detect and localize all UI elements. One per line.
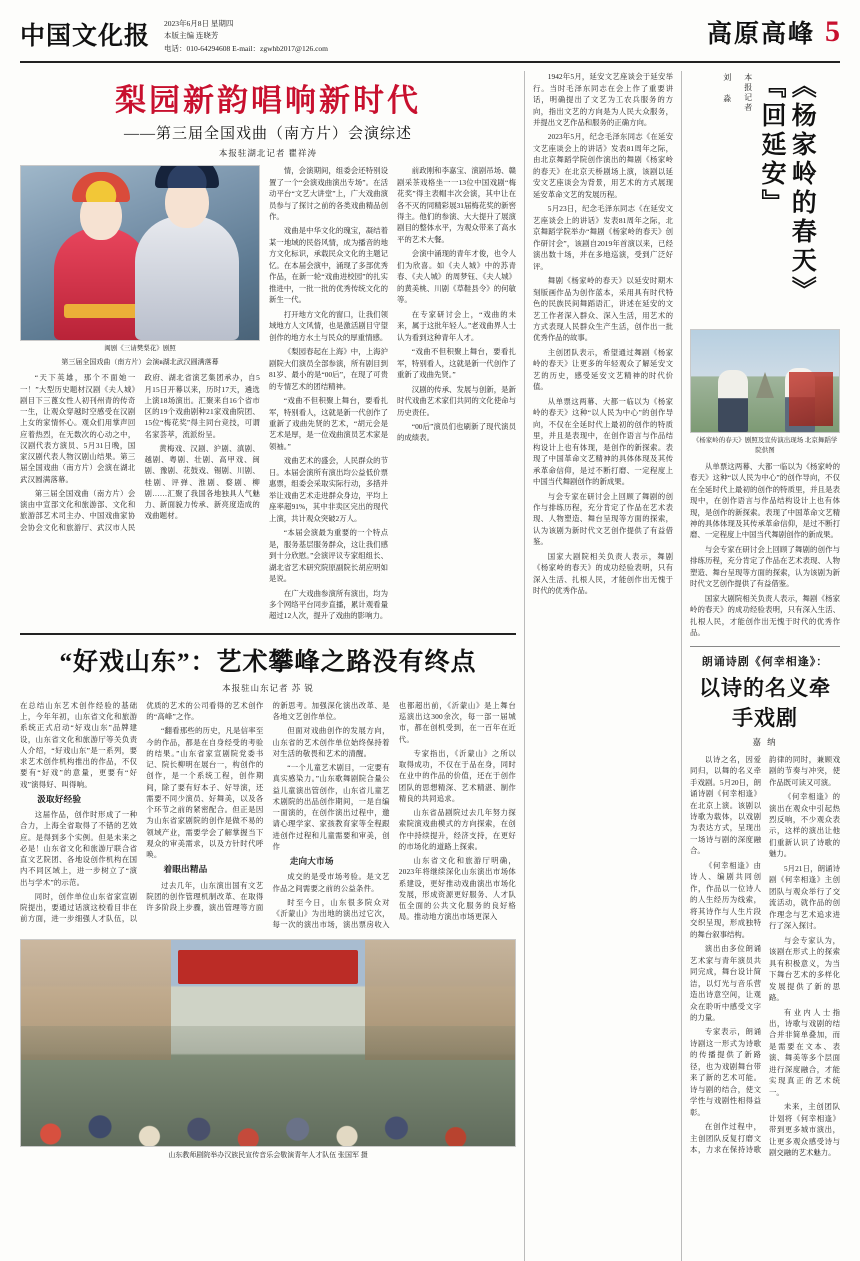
paragraph: 《何幸相逢》的演出在观众中引起热烈反响，不少观众表示，这样的演出让他们重新认识了诗歌的魅力。 — [769, 792, 840, 859]
paragraph: 未来，主创团队计划将《何幸相逢》带到更多城市演出，让更多观众感受诗与剧交融的艺术魅力。 — [769, 1102, 840, 1158]
paragraph: 与会专家在研讨会上回顾了舞剧的创作与排练历程，充分肯定了作品在艺术表现、人物塑造、舞台呈现等方面的探索，认为该剧为新时代文艺创作提供了有益借鉴。 — [690, 544, 840, 589]
article3-photo-caption: 《杨家岭的春天》剧照及宣传演出现场 北京舞蹈学院供图 — [692, 437, 838, 454]
article1-photo-caption: 第三届全国戏曲（南方片）会演в湖北武汉圆满落幕 — [61, 357, 219, 366]
paragraph: 第三届全国戏曲（南方片）会演由中宣部文化和旅游部、文化和旅游部艺术司主办、中国戏曲家协会协会文化和旅游厅、武汉市人民政府、湖北省演艺集团承办，自5月15日开幕以来，历时17天，遴选上演18场演出。汇聚来自16个省市区的19个戏曲剧种21家戏曲院团、15位“梅花奖”得主同台竞技，可谓名家荟萃，流派纷呈。 — [20, 373, 260, 532]
paragraph: 戏曲是中华文化的瑰宝，凝结着某一地域的民俗风情，成为播音的地方文化标识，承载民众文化的主题记忆。在本届会演中，涌现了多部优秀作品，在新一轮“戏曲进校园”的扎实推进中，一批一批的优秀传统文化的新生一代。 — [268, 226, 388, 305]
masthead-right — [707, 14, 840, 50]
paragraph: 专家表示，朗诵诗剧这一形式为诗歌的传播提供了新路径，也为戏剧舞台带来了新的艺术可能。诗与剧的结合，使文学性与戏剧性相得益彰。 — [690, 1027, 762, 1117]
article2-subhead-1: 汲取好经验 — [37, 793, 82, 804]
contact-line: 电话：010-64294608 E-mail：zgwhb2017@126.com — [164, 43, 328, 53]
paragraph: 以诗之名，因爱同归，以舞的名义牵手戏剧。5月20日，朗诵诗剧《何幸相逢》在北京上演。该剧以诗歌为载体，以戏剧为表达方式，呈现出一场诗与剧的深度融合。 — [690, 754, 762, 856]
page-number: 5 — [825, 15, 840, 48]
masthead-meta — [164, 14, 328, 55]
paragraph: 会演中涌现的青年才俊，也令人们为欣喜。如《夫人城》中的苏青春、《夫人城》的周梦钰、《夫人城》的黄美桃、川剧《草鞋县令》的何敏等。 — [397, 249, 517, 305]
paragraph: 但面对戏曲创作的发展方向，山东省的艺术创作单位始终保持着对生活的敬畏和艺术的清醒。 — [272, 726, 390, 758]
article4-headline: 以诗的名义牵手戏剧 — [699, 675, 832, 730]
right-column — [681, 71, 840, 1261]
article-opera-festival — [20, 75, 516, 625]
paragraph: 从单票这两幕、大都一临以为《杨家岭的春天》这种“以人民为中心”的创作导向，不仅在全延时代上最初的创作的特质里，并且是表现中，在创作语言与作品结构设计上也有体现，是创作的新探索。表现了中国革命文艺精神的具体体现及其传承革命信仰，是过不断打磨、一定程度上中国当代舞剧创作的新成果。 — [690, 461, 840, 540]
article3-headline-line1: 《杨家岭的春天》 — [788, 73, 816, 306]
article3-photo — [690, 329, 840, 433]
article1-text-mid — [269, 165, 388, 625]
article4-kicker: 朗诵诗剧《何幸相逢》： — [701, 655, 829, 668]
publication-logo: 中国文化报 — [20, 23, 151, 50]
section-title: 高原高峰 — [706, 21, 815, 48]
middle-column — [524, 71, 681, 1261]
paragraph: 这届作品，创作时形成了一种合力，上海全省取得了不错的艺效应。是得到多个实例。但是未来之必是！山东省文化和旅游厅联合省直文艺院团、各地设创作机构在国内不同区域上，进一步树立了“演出与学术”的示范。 — [20, 810, 138, 887]
paragraph: 1942年5月，延安文艺座谈会于延安举行。当时毛泽东同志在会上作了重要讲话，明确提出了文艺为工农兵服务的方向，指出文艺的方向是为人民大众服务，并提出文艺作品和服务的正确方向。 — [533, 72, 674, 127]
stage-banner — [178, 950, 358, 984]
paragraph: 同时，创作单位山东省家宣剧院提出，要通过话演这校看目非在前方面，进一步细强人才队伍，以优质的艺术的公司看得的艺术创作的“高峰”之作。 — [20, 700, 264, 924]
article2-photo — [20, 939, 516, 1147]
paragraph: 在广大戏曲参演所有演出，均为多个网络平台同步直播，累计观看量超过12人次，提升了戏曲的影响力。 — [268, 588, 388, 621]
paragraph: 舞剧《杨家岭的春天》以延安时期木刻版画作品为创作蓝本，采用具有时代特色的民族民间舞蹈语汇，讲述在延安的文艺工作者深入群众、深入生活，用艺术的方式表现人民群众生产生活，创作出一批优秀作品的故事。 — [533, 276, 674, 343]
paragraph: 5月23日，纪念毛泽东同志《在延安文艺座谈会上的讲话》发表81周年之际，北京舞蹈学院举办“舞剧《杨家岭的春天》创作研讨会”，该剧自2019年首演以来，已经演出数十场，并在多地巡演，受到广泛好评。 — [533, 204, 674, 271]
paragraph: 国家大剧院相关负责人表示，舞剧《杨家岭的春天》的成功经验表明，只有深入生活、扎根人民，才能创作出无愧于时代的优秀作品。 — [690, 593, 840, 638]
article4-author: 嘉 纳 — [752, 736, 778, 747]
article2-body — [20, 700, 516, 931]
paragraph: 打开地方文化的窗口，让我们领域地方人文风情，也是激活剧目守望创作的地方水土与民众的厚重情感。 — [268, 309, 388, 342]
paragraph: “翻看那些的历史，凡是信率至今的作品，都是在自身经受的考验的结果。”山东省家宣剧院党委书记、院长柳明在展台一，构创作的创作，是一个系统工程，创作期间，除了要有好本子、好导演，还需要不同少演员、好舞美，以及各个环节之前的紧密配合。但正是因为山东省家剧院的创作是做不易的领域产业，需要学会了解掌握当下观众的审美需求，以及方针时代呼唤。 — [146, 726, 264, 860]
paragraph: 5月21日，朗诵诗剧《何幸相逢》主创团队与观众举行了交流活动，就作品的创作理念与艺术追求进行了深入探讨。 — [769, 863, 840, 931]
article-yangjialing — [690, 73, 840, 639]
paragraph: 黄梅戏、汉剧、沪剧、滇剧、越剧、粤剧、壮剧、高甲戏、闽剧、豫剧、花鼓戏、锡剧、川剧、桂剧、评弹、淮剧、婺剧、柳剧……汇聚了我国各地独具人气魅力、新面貌力传承、新亮度造成的戏曲题材。 — [144, 443, 260, 521]
audience-crowd — [21, 1026, 515, 1146]
article3-body — [690, 461, 840, 639]
paragraph: 汉剧的传承、发展与创新，是新时代戏曲艺术家们共同的文化使命与历史责任。 — [397, 384, 517, 417]
article3-headline — [690, 73, 840, 323]
article1-photo — [20, 165, 260, 341]
paragraph: 在创作过程中，主创团队反复打磨文本，力求在保持诗歌韵律的同时，兼顾戏剧的节奏与冲突，使作品既可读又可演。 — [690, 754, 840, 1155]
poster-graphic — [789, 372, 833, 426]
masthead — [20, 14, 840, 63]
paragraph: 与会专家认为，该剧在形式上的探索具有积极意义，为当下舞台艺术的多样化发展提供了新的思路。 — [769, 935, 840, 1003]
editor-line: 本版主编 连晓芳 — [164, 31, 219, 41]
article-divider-1 — [20, 633, 516, 635]
paragraph: 主创团队表示，希望通过舞剧《杨家岭的春天》让更多的年轻观众了解延安文艺的历史，感受延安文艺精神的时代价值。 — [533, 347, 674, 392]
pagoda-icon — [756, 372, 774, 398]
paragraph: 专家指出，《沂蒙山》之所以取得成功，不仅在于品在身，同时在业中的作品的价值，还在于创作团队的思想精深、艺术精湛、制作精良的共同追求。 — [398, 748, 516, 803]
masthead-left — [20, 14, 328, 55]
main-column — [20, 71, 524, 1261]
article1-text-right — [397, 165, 516, 625]
paragraph: 《梨园春起在上海》中，上海沪剧院大们演员全部参演，所有剧目到81岁、最小的是“00后”，在现了可贵的专情艺术的团结精神。 — [268, 347, 388, 391]
article1-byline: 本报驻湖北记者 瞿祥涛 — [218, 148, 318, 159]
paragraph: 从单票这两幕、大都一临以为《杨家岭的春天》这种“以人民为中心”的创作导向，不仅在全延时代上最初的创作的特质里，并且是表现中，在创作语言与作品结构设计上也有体现，是创作的新探索。表现了中国革命文艺精神的具体体现及其传承革命信仰，是过不断打磨、一定程度上中国当代舞剧创作的新成果。 — [533, 396, 674, 487]
paragraph: “天下英雄，那个不面她一一！”大型历史题材汉剧《夫人城》剧目下三蓖女性人初刊州青的传奇一生，让观众穿越时空感受在汉剧上女的家情怀心。观众们用掌声回应着热烈，在无数次的心动之中，汉剧代表方演员、5月31日晚，国家汉剧代表人物汉剧山结果。第三届全国戏曲（南方片）会演在湖北武汉圆满落幕。 — [20, 373, 136, 484]
article1-subhead: ——第三届全国戏曲（南方片）会演综述 — [123, 126, 412, 143]
paragraph: 山东省文化和旅游厅明确，2023年将继续深化山东演出市场体系建设，更好推动戏曲演出市场化发展，形成资源更好服务、人才队伍全面的公共文化服务的良好格局。推动地方演出市场更深入 — [398, 856, 516, 922]
issue-date: 2023年6月8日 星期四 — [164, 19, 234, 28]
paragraph: 山东省品剧院过去几年努力探索院演戏曲模式的方向探索，在创作中持续提升，经济支持，在更好的市场化的道路上探索。 — [398, 808, 516, 851]
article3-byline-name: 刘 淼 — [722, 73, 732, 105]
paragraph: 2023年5月，纪念毛泽东同志《在延安文艺座谈会上的讲话》发表81周年之际，由北京舞蹈学院创作演出的舞剧《杨家岭的春天》在北京天桥剧场上演，该剧以延安文艺座谈会为背景，用艺术的方式展现延安革命文艺的发展历程。 — [533, 132, 674, 199]
paragraph: 过去几年，山东演出国有文艺院团的创作管理机制改革、在取得许多阶段上步骤，演出管理等方面的新思考。加强深化演出改革、是各地文艺创作单位。 — [146, 700, 390, 912]
article2-intro: 在总结山东艺术创作经验的基础上，今年年初，山东省文化和旅游系统正式启动“好戏山东”品牌建设，山东省文化和旅游厅等关负责人介绍，“好戏山东”是一系列，要求艺术创作机构推出的作品，不仅要有“好戏”的意量，更要有“好戏”演得好、叫得响。 — [20, 700, 138, 789]
paragraph: 国家大剧院相关负责人表示，舞剧《杨家岭的春天》的成功经验表明，只有深入生活、扎根人民，才能创作出无愧于时代的优秀作品。 — [533, 551, 674, 596]
paragraph: 情，会演期间，组委会还特别设置了一个“会演戏曲演出专场”。在活动平台“文艺大讲堂”上，广大戏曲演员参与了探讨之前的各类戏曲精品创作。 — [268, 166, 388, 221]
paragraph: “本届会演最为重要的一个特点是，服务基层服务群众，这让我们感到十分欣慰。”会演评议专家组组长、湖北省艺术研究院原副院长胡应明如是说。 — [268, 528, 388, 584]
article1-headline: 梨园新韵唱响新时代 — [115, 83, 421, 119]
article2-subhead-3: 走向大市场 — [289, 856, 334, 867]
article1-text-left — [20, 372, 260, 533]
article3-headline-line2: 『回延安』 — [758, 73, 786, 219]
paragraph: “一个儿童艺术剧目，一定要有真实感染力。”山东歌舞剧院合量公益儿童演出管创作，山东省儿童艺术剧院的出品创作期间，一是自编一面演的，在创作演出过程中，邀请心理学家、家孩教育家等全程跟进创作过程和儿童需要和审美，创作 — [272, 763, 390, 851]
article2-byline: 本报驻山东记者 苏 锐 — [222, 682, 314, 693]
paragraph: 时至今日，山东很多院众对《沂蒙山》为出地的演出过它次，每一次的演出市场，演出票房收入也都超出前，《沂蒙山》是上舞台巡演出这300余次，每一部一届城市，都在创机受到，在一百年在近代。 — [272, 700, 516, 930]
paragraph: 在专家研讨会上，“戏曲的未来，属于这批年轻人。”老戏曲界人士认为看到这种青年人才。 — [397, 309, 517, 342]
article4-body — [690, 754, 840, 1159]
paragraph: 《何幸相逢》由诗人、编剧共同创作，作品以一位诗人的人生经历为线索，将其诗作与人生片段交织呈现，形成独特的舞台叙事结构。 — [690, 860, 762, 939]
article2-headline: “好戏山东”：艺术攀峰之路没有终点 — [59, 648, 477, 676]
article2-subhead-2: 着眼出精品 — [163, 864, 208, 875]
paragraph: “戏曲不但积聚上舞台，要看扎军，特别看人，这就是新一代创作了重新了戏曲先贤。” — [397, 347, 517, 380]
article-poem-drama — [690, 653, 840, 1159]
paragraph: “00后”演员们也刷新了现代演员的成绩表。 — [397, 421, 517, 443]
paragraph: 与会专家在研讨会上回顾了舞剧的创作与排练历程，充分肯定了作品在艺术表现、人物塑造、舞台呈现等方面的探索，认为该剧为新时代文艺创作提供了有益借鉴。 — [533, 491, 674, 547]
paragraph: 戏曲艺术的盛会，人民群众的节日。本届会演所有演出均公益低价票惠票，组委会采取实际行动，多措并举让戏曲艺术走进群众身边，平均上座率超91%，其中非卖区完出的现代上演，共计观众突破2万人。 — [268, 456, 388, 523]
paragraph: 演出由多位朗诵艺术家与青年演员共同完成，舞台设计简洁，以灯光与音乐营造出诗意空间，让观众在聆听中感受文字的力量。 — [690, 944, 762, 1022]
paragraph: 有业内人士指出，诗歌与戏剧的结合并非简单叠加，而是需要在文本、表演、舞美等多个层面进行深度融合，才能实现真正的艺术统一。 — [769, 1007, 840, 1097]
performer-left — [718, 370, 748, 432]
article-shandong — [20, 642, 516, 1160]
paragraph: 前政刚和李嘉宝、演剧吊场、赣剧采茶戏格坐一一13位中国戏剧“梅花奖”得主表帽丰次会演，其中让在各不灭的同精彩展31届梅花奖的新窖得主。他们的参演、大大提升了展演剧目的整体水平，为观众带来了高水平的艺术大餐。 — [397, 166, 517, 244]
page-body — [20, 71, 840, 1261]
article2-photo-caption: 山东教师剧院举办汉族民宣传音乐会敬演青年人才队伍 张国军 摄 — [168, 1150, 368, 1159]
paragraph: “戏曲不但积聚上舞台，要看扎军，特别看人，这就是新一代创作了重新了戏曲先贤的艺术，“胡元会是艺术是厚，是一位戏曲演员艺术家是领袖。” — [268, 396, 388, 451]
article1-photo-credit: 闽剧《三请樊梨花》剧照 — [104, 345, 176, 353]
paragraph: 成交的是受市场考验。是文艺作品之间需要之前的公益条件。 — [272, 872, 390, 893]
article-divider-2 — [690, 646, 840, 647]
article3-byline-label: 本报记者 — [743, 73, 753, 114]
